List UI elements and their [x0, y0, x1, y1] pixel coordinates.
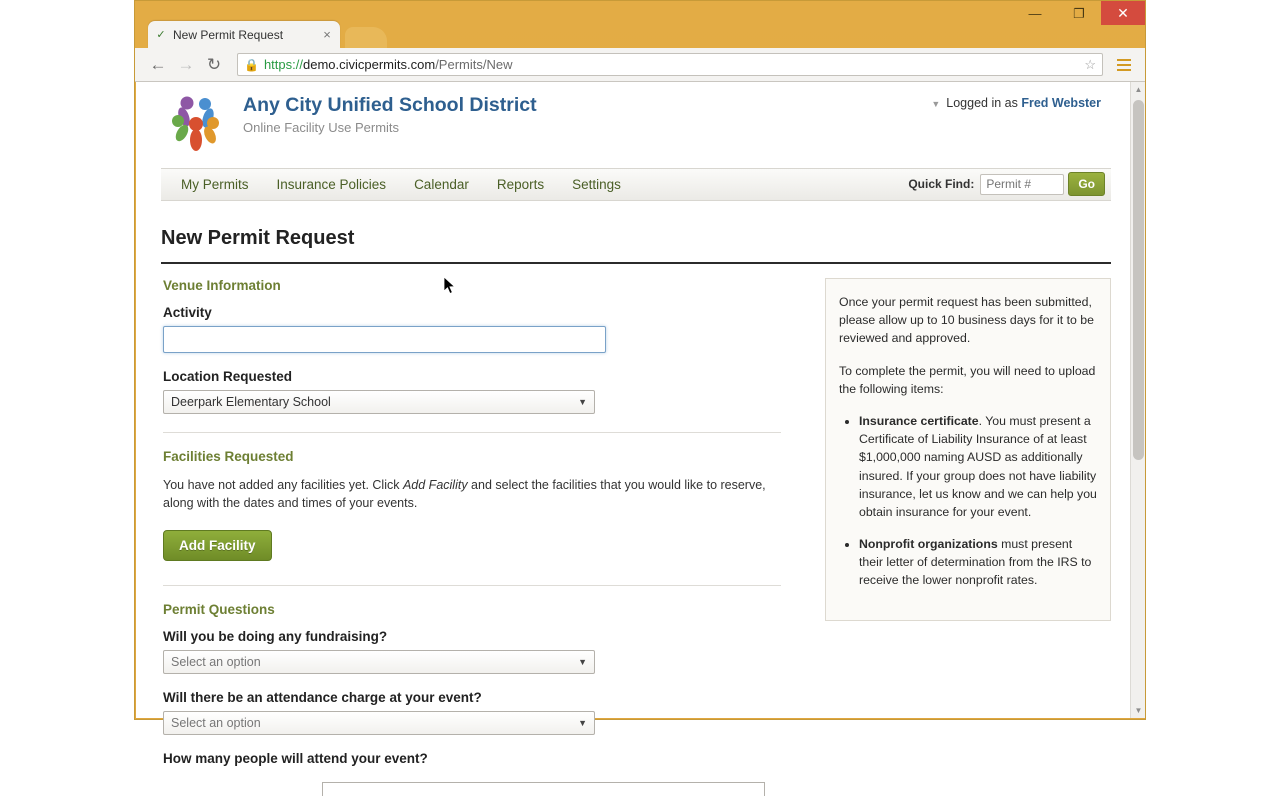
nav-item-settings[interactable]: Settings [572, 177, 621, 192]
page-title: New Permit Request [161, 227, 1111, 264]
url-host: demo.civicpermits.com [302, 57, 436, 72]
browser-tab[interactable] [148, 21, 340, 48]
browser-menu-icon[interactable] [1113, 54, 1135, 76]
info-column [825, 278, 1111, 772]
chevron-down-icon: ▼ [931, 99, 941, 109]
organization-subtitle: Online Facility Use Permits [243, 120, 400, 135]
district-logo-icon [169, 91, 231, 153]
activity-input[interactable] [163, 326, 606, 353]
logged-in-label: Logged in as [946, 96, 1018, 110]
url-path: /Permits/New [435, 57, 513, 72]
forward-button[interactable]: → [177, 54, 195, 74]
chevron-down-icon: ▼ [578, 657, 587, 668]
info-paragraph-1: Once your permit request has been submitted, please allow up to 10 business days for it to be reviewed and approved. [839, 295, 1094, 346]
page-scrollbar[interactable] [1130, 82, 1145, 718]
info-bullet-nonprofit-text: must present their letter of determination from the IRS to receive the lower nonprofit rates. [859, 537, 1092, 588]
quick-find-label: Quick Find: [908, 177, 975, 191]
tab-title: New Permit Request [173, 27, 284, 42]
permit-questions-heading: Permit Questions [163, 602, 275, 618]
quick-find-go-button[interactable]: Go [1068, 172, 1105, 196]
facilities-requested-heading: Facilities Requested [163, 449, 294, 464]
nav-item-reports[interactable]: Reports [496, 177, 545, 192]
login-status[interactable] [931, 96, 1101, 110]
info-bullet-nonprofit [859, 535, 1097, 590]
form-column [161, 278, 799, 772]
reload-button[interactable]: ↻ [206, 54, 222, 74]
main-navigation [161, 168, 1111, 201]
chevron-down-icon: ▼ [578, 718, 587, 729]
info-bullet-insurance [859, 412, 1097, 521]
main-columns [161, 278, 1111, 772]
scroll-up-icon[interactable]: ▲ [1134, 85, 1143, 94]
info-paragraph-2: To complete the permit, you will need to upload the following items: [839, 363, 1096, 396]
quick-find-input[interactable] [980, 174, 1064, 195]
info-bullet-list [839, 412, 1097, 590]
new-tab-button[interactable] [345, 27, 387, 48]
question-attendance-count-input[interactable] [322, 782, 765, 796]
divider [163, 432, 781, 433]
nav-item-insurance-policies[interactable]: Insurance Policies [276, 177, 387, 192]
venue-information-heading: Venue Information [163, 278, 281, 293]
web-page [136, 82, 1130, 767]
tab-favicon-icon: ✓ [156, 28, 166, 41]
browser-toolbar [135, 48, 1145, 82]
location-requested-value: Deerpark Elementary School [171, 395, 331, 409]
question-attendance-charge-value: Select an option [171, 716, 261, 731]
location-requested-label: Location Requested [163, 369, 293, 384]
address-bar[interactable] [237, 53, 1103, 76]
bookmark-star-icon[interactable]: ☆ [1084, 56, 1096, 72]
scroll-down-icon[interactable]: ▼ [1134, 706, 1143, 715]
url-scheme: https:// [263, 57, 303, 72]
location-requested-select[interactable] [163, 390, 595, 414]
question-fundraising-select[interactable] [163, 650, 595, 674]
question-attendance-charge-label: Will there be an attendance charge at your event? [163, 690, 482, 706]
question-fundraising-label: Will you be doing any fundraising? [163, 629, 388, 645]
info-panel [825, 278, 1111, 621]
browser-window [134, 0, 1146, 767]
divider [163, 585, 781, 586]
page-content [161, 82, 1111, 772]
facilities-message-post: and select the facilities that you would like to reserve, along with the dates and times of your events. [163, 478, 766, 511]
back-button[interactable]: ← [149, 54, 167, 74]
chevron-down-icon: ▼ [578, 397, 587, 407]
organization-title: Any City Unified School District [243, 94, 537, 116]
lock-icon: 🔒 [244, 57, 259, 72]
facilities-message-emphasis: Add Facility [402, 478, 468, 492]
nav-item-calendar[interactable]: Calendar [414, 177, 469, 192]
add-facility-button[interactable]: Add Facility [163, 530, 272, 561]
info-bullet-nonprofit-title: Nonprofit organizations [859, 537, 998, 552]
scrollbar-thumb[interactable] [1133, 100, 1144, 460]
facilities-empty-message [163, 476, 781, 512]
page-viewport [136, 82, 1145, 767]
maximize-button[interactable]: ❐ [1073, 5, 1085, 21]
question-attendance-charge-select[interactable] [163, 711, 595, 735]
question-attendance-count-label: How many people will attend your event? [163, 751, 428, 767]
tab-strip [135, 21, 1145, 48]
url-text [264, 57, 513, 72]
question-fundraising-value: Select an option [171, 655, 261, 670]
info-bullet-insurance-text: . You must present a Certificate of Liability Insurance of at least $1,000,000 naming AUSD as additionally insured. If your group does not have liability insurance, let us know and we can help you obtain insurance for your event. [859, 413, 1097, 519]
quick-find [908, 172, 1105, 196]
activity-label: Activity [163, 305, 212, 320]
username-link[interactable]: Fred Webster [1021, 96, 1101, 110]
info-bullet-insurance-title: Insurance certificate [859, 413, 979, 428]
tab-close-icon[interactable]: × [323, 27, 331, 42]
minimize-button[interactable]: — [1028, 5, 1042, 21]
facilities-message-pre: You have not added any facilities yet. Click [163, 478, 403, 492]
site-header [161, 82, 1111, 150]
nav-item-my-permits[interactable]: My Permits [181, 177, 249, 192]
close-window-button[interactable]: ✕ [1101, 1, 1145, 25]
